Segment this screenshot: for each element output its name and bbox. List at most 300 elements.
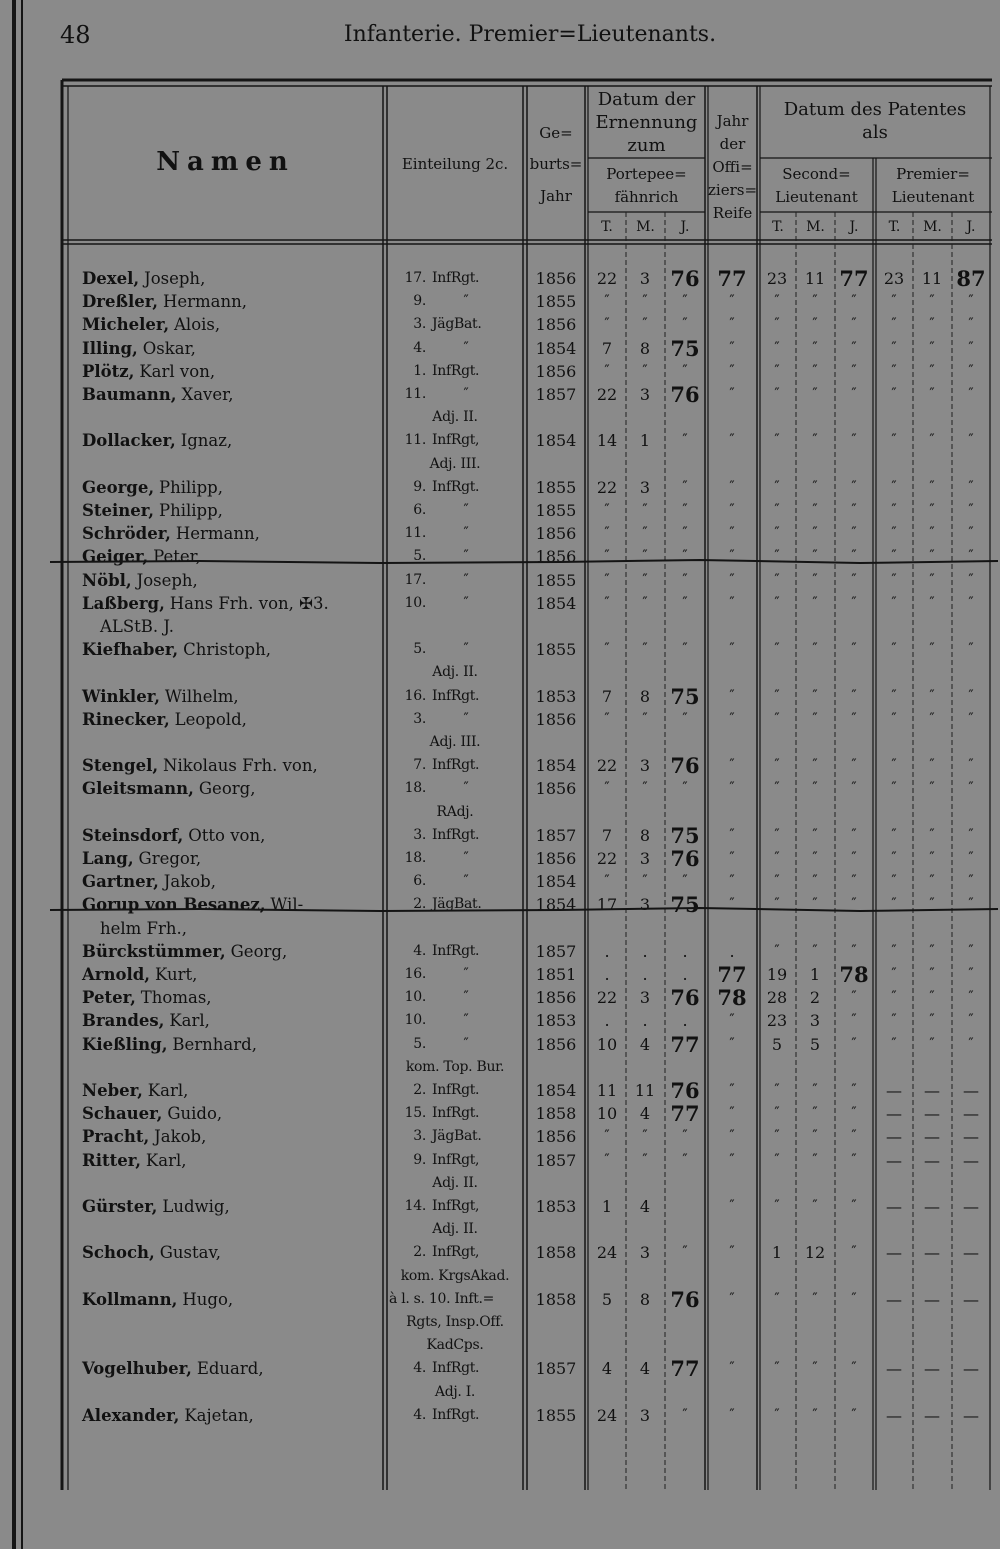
officer-name [82,1195,230,1218]
second-lt-day: ″ [774,525,780,542]
premier-lt-year: ″ [968,989,974,1006]
regiment-number: 4. [413,942,426,959]
regiment-number: 3. [413,710,426,727]
ensign-day: 24 [596,1243,618,1263]
regiment-number: 4. [413,1406,426,1423]
given-names: Ludwig, [162,1197,230,1216]
premier-lt-month: ″ [929,989,935,1006]
birth-year: 1857 [535,1359,577,1379]
premier-lt-day: ″ [891,432,897,449]
assignment: JägBat. [432,1128,482,1145]
assignment: ″ [463,548,469,565]
premier-lt-year: — [963,1127,979,1147]
assignment-detail: kom. KrgsAkad. [400,1267,510,1284]
second-lt-month: ″ [812,316,818,333]
premier-lt-month: ″ [929,687,935,704]
given-names: Karl, [147,1081,189,1100]
ensign-month: 3 [639,1405,651,1425]
register-row [0,429,1000,475]
premier-lt-year: — [963,1243,979,1263]
ensign-year: ″ [682,873,688,890]
register-row [0,569,1000,592]
officer-name [82,1357,264,1380]
second-lt-day: ″ [774,942,780,959]
second-lt-day: 28 [766,988,788,1008]
second-lt-month: 1 [809,965,821,984]
premier-lt-day: ″ [891,826,897,843]
register-row [0,313,1000,336]
premier-lt-day: — [886,1081,902,1100]
second-lt-month: ″ [812,386,818,402]
surname: Schröder, [82,524,171,544]
ensign-day: 4 [601,1359,613,1379]
second-lt-day: ″ [774,316,780,333]
second-lt-day: 23 [766,1011,788,1031]
ensign-day: . [604,1011,610,1031]
premier-lt-day: — [886,1127,902,1147]
birth-year: 1856 [535,524,577,544]
premier-lt-year: ″ [968,478,974,495]
premier-lt-month: ″ [929,942,935,959]
assignment: ″ [463,594,469,611]
second-lt-year: ″ [851,362,857,379]
register-row [0,1009,1000,1032]
ensign-day: ″ [604,293,610,310]
officer-name [82,1149,186,1172]
officer-name [82,429,232,452]
ensign-day: 11 [596,1081,618,1100]
premier-lt-year: ″ [968,873,974,890]
officer-name [82,824,265,847]
header-patent-1: Datum des Patentes [783,99,967,120]
maturity-year: ″ [729,757,735,774]
officer-name-continued: helm Frh., [100,918,188,938]
premier-lt-day: — [886,1405,902,1425]
ensign-year: 76 [670,266,700,291]
birth-year: 1854 [535,593,577,613]
maturity-year: ″ [729,316,735,333]
given-names: Jakob, [163,872,216,892]
register-row [0,754,1000,777]
ensign-year: 77 [670,1356,700,1382]
ensign-day: 24 [596,1405,618,1425]
premier-lt-year: ″ [968,757,974,774]
premier-lt-year: ″ [968,942,974,959]
ensign-month: 3 [639,895,651,915]
second-lt-year: ″ [851,757,857,774]
assignment: ″ [463,850,469,866]
maturity-year: ″ [729,1128,735,1145]
ensign-month: 3 [639,849,651,868]
regiment-number: 5. [413,548,426,565]
birth-year: 1856 [535,709,577,729]
maturity-year: ″ [729,687,735,704]
header-premier-lt-1: Premier= [896,165,970,183]
surname: Stengel, [82,756,159,776]
premier-lt-day: ″ [891,942,897,959]
ensign-year: ″ [682,316,688,333]
officer-name [82,847,201,870]
birth-year: 1858 [535,1104,577,1124]
assignment: InfRgt. [432,826,480,843]
ensign-day: ″ [604,502,610,518]
birth-year: 1856 [535,547,577,567]
maturity-year: ″ [729,873,735,890]
officer-name [82,963,197,986]
ensign-year: ″ [682,1406,688,1423]
regiment-number: 11. [404,386,426,402]
premier-lt-month: ″ [929,502,935,518]
register-row [0,1149,1000,1195]
officer-name [82,1404,254,1427]
surname: Schoch, [82,1243,155,1263]
maturity-year: ″ [729,1012,735,1029]
maturity-year: ″ [729,780,735,797]
second-lt-year: ″ [851,548,857,565]
ensign-day: ″ [604,1151,610,1168]
surname: Kießling, [82,1034,168,1054]
second-lt-year: ″ [851,1360,857,1377]
premier-lt-month: ″ [929,478,935,495]
ensign-year: ″ [682,594,688,611]
premier-lt-day: ″ [891,339,897,356]
assignment: InfRgt. [432,270,480,286]
assignment: InfRgt, [432,1198,480,1214]
given-names: Hans Frh. von, ✠3. [169,593,329,613]
surname: Winkler, [82,686,160,706]
header-ensign-1: Portepee= [606,165,687,183]
ensign-day: 1 [601,1197,613,1216]
regiment-number: 9. [413,478,426,495]
surname: Dollacker, [82,431,176,451]
maturity-year: ″ [729,850,735,866]
premier-lt-year: ″ [968,316,974,333]
register-row [0,499,1000,522]
surname: Lang, [82,849,134,868]
assignment: ″ [463,710,469,727]
header-ensign-2: fähnrich [614,188,679,206]
premier-lt-month: 11 [921,269,943,288]
regiment-number: 16. [404,966,426,982]
header-appointment-3: zum [627,135,666,156]
maturity-year: ″ [729,710,735,727]
assignment: InfRgt, [432,1151,480,1168]
premier-lt-year: — [963,1104,979,1124]
ensign-year: . [682,965,688,984]
birth-year: 1854 [535,895,577,915]
regiment-number: 18. [404,850,426,866]
ensign-year: 76 [670,1286,700,1312]
premier-lt-day: ″ [891,548,897,565]
premier-lt-year: — [963,1359,979,1379]
ensign-month: ″ [642,525,648,542]
premier-lt-day: ″ [891,896,897,913]
surname: Peter, [82,988,136,1008]
header-second-month: M. [806,219,825,235]
birth-year: 1855 [535,501,577,520]
second-lt-day: ″ [774,687,780,704]
given-names: Karl, [169,1011,210,1031]
assignment: InfRgt. [432,687,480,704]
ensign-year: ″ [682,1244,688,1261]
header-maturity-3: Offi= [712,158,753,176]
second-lt-day: ″ [774,478,780,495]
given-names: Nikolaus Frh. von, [163,756,318,776]
second-lt-day: ″ [774,1406,780,1423]
header-ensign-day: T. [601,219,613,235]
assignment: InfRgt. [432,757,480,774]
surname: Neber, [82,1081,143,1100]
premier-lt-day: ″ [891,502,897,518]
maturity-year: ″ [729,826,735,843]
ensign-month: ″ [642,1128,648,1145]
premier-lt-day: ″ [891,316,897,333]
assignment: JägBat. [432,896,482,913]
ensign-month: 8 [639,338,651,358]
header-birth-year-3: Jahr [540,187,572,205]
second-lt-month: ″ [812,1105,818,1122]
premier-lt-day: ″ [891,386,897,402]
regiment-number: 11. [404,525,426,542]
premier-lt-year: 87 [956,266,986,291]
assignment: InfRgt. [432,1360,480,1377]
birth-year: 1855 [535,477,577,497]
ensign-day: 22 [596,385,618,404]
premier-lt-month: — [924,1104,940,1124]
maturity-year: ″ [729,641,735,658]
regiment-number: 18. [404,780,426,797]
second-lt-year: ″ [851,478,857,495]
given-names: Kurt, [154,965,198,984]
second-lt-month: ″ [812,362,818,379]
ensign-day: ″ [604,525,610,542]
premier-lt-year: ″ [968,1012,974,1029]
regiment-number: 3. [413,1128,426,1145]
given-names: Hermann, [162,292,248,312]
ensign-month: 4 [639,1359,651,1379]
assignment: InfRgt. [432,1082,480,1098]
regiment-number: 11. [404,432,426,449]
second-lt-day: ″ [774,548,780,565]
assignment: ″ [463,339,469,356]
ensign-year: ″ [682,1128,688,1145]
second-lt-year: ″ [851,386,857,402]
second-lt-year: ″ [851,641,857,658]
given-names: Wil- [270,895,304,915]
header-names: Namen [156,147,295,177]
given-names: Peter, [153,547,201,567]
second-lt-month: 5 [809,1034,821,1054]
second-lt-year: ″ [851,432,857,449]
premier-lt-year: — [963,1197,979,1216]
birth-year: 1857 [535,1150,577,1170]
second-lt-day: ″ [774,1360,780,1377]
second-lt-year: ″ [851,780,857,797]
given-names: Georg, [230,941,288,961]
given-names: Gustav, [159,1243,222,1263]
premier-lt-month: — [924,1405,940,1425]
regiment-number: 3. [413,826,426,843]
second-lt-month: ″ [812,873,818,890]
ensign-month: ″ [642,873,648,890]
ensign-year: ″ [682,641,688,658]
second-lt-day: ″ [774,780,780,797]
second-lt-year: ″ [851,710,857,727]
regiment-number: 10. [404,989,426,1006]
ensign-year: ″ [682,478,688,495]
premier-lt-month: — [924,1289,940,1309]
second-lt-year: ″ [851,1128,857,1145]
officer-name [82,1241,221,1264]
second-lt-month: ″ [812,339,818,356]
given-names: Bernhard, [172,1034,257,1054]
ensign-year: 76 [670,382,700,407]
ensign-month: 8 [639,825,651,845]
assignment-detail: kom. Top. Bur. [405,1058,505,1075]
premier-lt-month: ″ [929,966,935,982]
maturity-year: ″ [729,1082,735,1098]
premier-lt-day: — [886,1243,902,1263]
birth-year: 1858 [535,1289,577,1309]
ensign-month: 3 [639,1243,651,1263]
given-names: Karl von, [139,361,216,381]
premier-lt-day: — [886,1197,902,1216]
second-lt-day: ″ [774,362,780,379]
premier-lt-year: ″ [968,1035,974,1052]
officer-name [82,476,223,499]
birth-year: 1854 [535,1081,577,1100]
assignment: à l. s. 10. Inft.= [389,1290,495,1307]
ensign-day: 22 [596,477,618,497]
register-row [0,337,1000,360]
officer-name [82,290,247,313]
premier-lt-day: ″ [891,780,897,797]
officer-name [82,1288,233,1311]
second-lt-month: ″ [812,1082,818,1098]
premier-lt-day: ″ [891,757,897,774]
register-row [0,476,1000,499]
ensign-day: ″ [604,780,610,797]
second-lt-year: ″ [851,850,857,866]
ensign-day: ″ [604,548,610,565]
ensign-month: 3 [639,477,651,497]
ensign-day: 10 [596,1104,618,1124]
second-lt-year: ″ [851,1012,857,1029]
header-second-lt-1: Second= [782,165,851,183]
header-second-year: J. [849,219,859,235]
premier-lt-day: ″ [891,966,897,982]
premier-lt-month: — [924,1150,940,1170]
second-lt-year: ″ [851,1105,857,1122]
premier-lt-month: ″ [929,316,935,333]
premier-lt-month: — [924,1127,940,1147]
register-row [0,1288,1000,1358]
assignment: ″ [463,873,469,890]
premier-lt-month: ″ [929,757,935,774]
assignment-detail: Adj. II. [432,409,478,426]
maturity-year: ″ [729,362,735,379]
second-lt-month: ″ [812,757,818,774]
birth-year: 1856 [535,1034,577,1054]
premier-lt-month: ″ [929,710,935,727]
given-names: Thomas, [140,988,212,1008]
ensign-month: ″ [642,316,648,333]
ensign-month: 3 [639,756,651,776]
maturity-year: ″ [729,1290,735,1307]
second-lt-day: ″ [774,386,780,402]
second-lt-day: ″ [774,293,780,310]
maturity-year: ″ [729,1244,735,1261]
ensign-year: 75 [670,683,700,709]
birth-year: 1856 [535,779,577,799]
register-row [0,383,1000,429]
officer-name [82,986,212,1009]
second-lt-year: ″ [851,1082,857,1098]
ensign-month: ″ [642,780,648,797]
assignment: ″ [463,386,469,402]
register-row [0,1404,1000,1427]
ensign-month: . [642,965,648,984]
officer-name-continued: ALStB. J. [100,616,175,636]
officer-name [82,638,271,661]
ensign-day: 22 [596,269,618,288]
premier-lt-month: — [924,1359,940,1379]
ensign-year: 76 [670,985,700,1011]
second-lt-day: ″ [774,1105,780,1122]
assignment: ″ [463,641,469,658]
ensign-day: 10 [596,1034,618,1054]
ensign-year: 75 [670,892,700,918]
ensign-day: . [604,965,610,984]
officer-name [82,383,233,406]
premier-lt-month: ″ [929,525,935,542]
second-lt-year: ″ [851,525,857,542]
premier-lt-day: — [886,1289,902,1309]
maturity-year: ″ [729,1035,735,1052]
second-lt-month: ″ [812,710,818,727]
ensign-month: ″ [642,502,648,518]
ensign-year: . [682,941,688,961]
surname: Arnold, [82,965,151,984]
second-lt-month: ″ [812,850,818,866]
second-lt-year: ″ [851,826,857,843]
assignment-detail: KadCps. [426,1337,484,1354]
officer-name [82,754,318,777]
second-lt-year: ″ [851,942,857,959]
premier-lt-month: — [924,1081,940,1100]
officer-name [82,313,220,336]
premier-lt-month: ″ [929,780,935,797]
register-row [0,940,1000,963]
officer-name [82,940,287,963]
premier-lt-month: ″ [929,873,935,890]
given-names: Hugo, [182,1289,234,1309]
second-lt-day: ″ [774,1082,780,1098]
maturity-year: ″ [729,293,735,310]
birth-year: 1853 [535,686,577,706]
surname: Gleitsmann, [82,779,194,799]
regiment-number: 14. [404,1198,426,1214]
header-premier-day: T. [888,219,901,235]
second-lt-year: ″ [851,687,857,704]
surname: Steinsdorf, [82,825,184,845]
birth-year: 1858 [535,1243,577,1263]
second-lt-year: ″ [851,896,857,913]
second-lt-day: ″ [774,710,780,727]
regiment-number: 7. [413,757,426,774]
premier-lt-year: ″ [968,571,974,588]
register-row [0,893,1000,939]
